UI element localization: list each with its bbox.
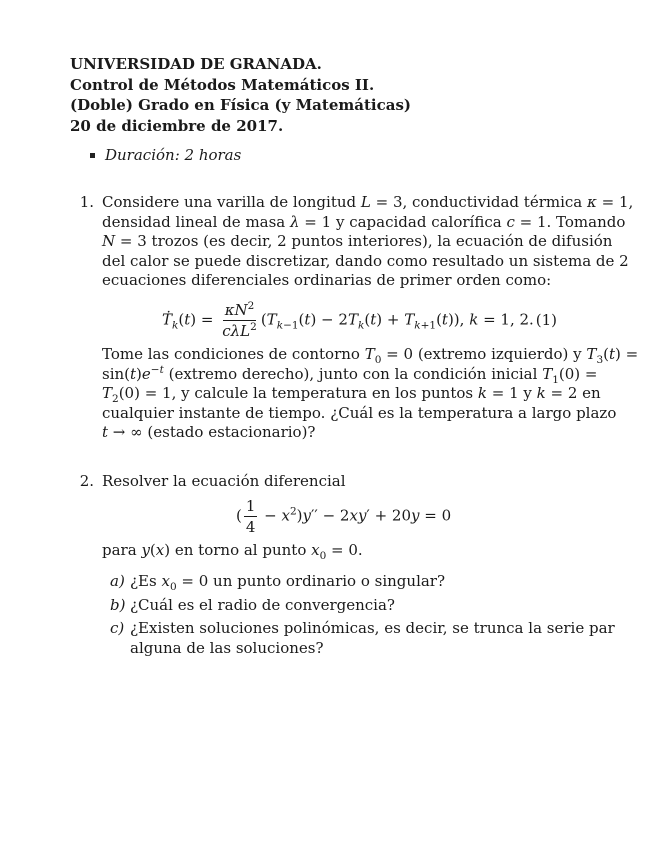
list-item bbox=[102, 596, 557, 616]
degree-name: (Doble) Grado en Física (y Matemáticas) bbox=[70, 96, 411, 114]
item-label: a) bbox=[110, 572, 125, 590]
ode-equation: ( $\frac{1}{4}$ − $x^2)y'' - 2xy' + 20y = 0$ bbox=[236, 497, 452, 536]
heat-equation: Ṫ$_k$(t) = $\frac{\kappa N^2}{c\lambda L^2}$ $(T_{k-1}(t) - 2T_k(t) + T_{k+1}(t))$, k = 1, 2. bbox=[162, 300, 534, 340]
problem-2-intro: Resolver la ecuación diferencial bbox=[102, 472, 346, 490]
problem-1-conditions: Tome las condiciones de contorno $T_0 = 0$ (extremo izquierdo) y $T_3(t)$ = $\sin(t)e^{-t}$ (extremo derecho), junto con la condición inicial $T_1(0)$ = $T_2(0) = 1$, y calcule la temperatura en los puntos k = 1 y k = 2 en cualquier instante de tiempo. ¿Cuál es la temperatura a largo plazo t → ∞ (estado estacionario)? bbox=[102, 345, 639, 441]
bullet-icon bbox=[90, 153, 95, 158]
problem-2-equation bbox=[102, 494, 557, 540]
problem-1-equation bbox=[102, 296, 557, 346]
equation-number: (1) bbox=[535, 311, 557, 329]
problem-2-number: 2. bbox=[79, 472, 94, 490]
problem-2-items bbox=[102, 572, 615, 662]
item-label: b) bbox=[110, 595, 126, 614]
list-item: c) ¿Existen soluciones polinómicas, es decir, se trunca la serie par alguna de las soluciones? bbox=[110, 619, 615, 657]
list-item: a) ¿Es $x_0 = 0$ un punto ordinario o singular? bbox=[110, 572, 446, 593]
problem-2-point: para y(x) en torno al punto $x_0 = 0$. bbox=[102, 541, 363, 562]
problem-1-statement: Considere una varilla de longitud L = 3, conductividad térmica κ = 1, densidad lineal de masa λ = 1 y capacidad calorífica c = 1. Tomando N = 3 trozos (es decir, 2 puntos interiores), la ecuación de difusión del calor se puede discretizar, dando como resultado un sistema de 2 ecuaciones diferenciales ordinarias de primer orden como: bbox=[102, 193, 634, 289]
item-text: ¿Cuál es el radio de convergencia? bbox=[130, 595, 395, 614]
course-title: Control de Métodos Matemáticos II. bbox=[70, 75, 375, 94]
exam-header bbox=[70, 54, 590, 136]
exam-date: 20 de diciembre de 2017. bbox=[70, 116, 284, 135]
duration-text: Duración: 2 horas bbox=[105, 146, 242, 164]
problem-1-number: 1. bbox=[79, 193, 94, 211]
item-label: c) bbox=[110, 619, 125, 637]
duration-item bbox=[90, 146, 550, 166]
university-name: UNIVERSIDAD DE GRANADA. bbox=[70, 55, 322, 73]
